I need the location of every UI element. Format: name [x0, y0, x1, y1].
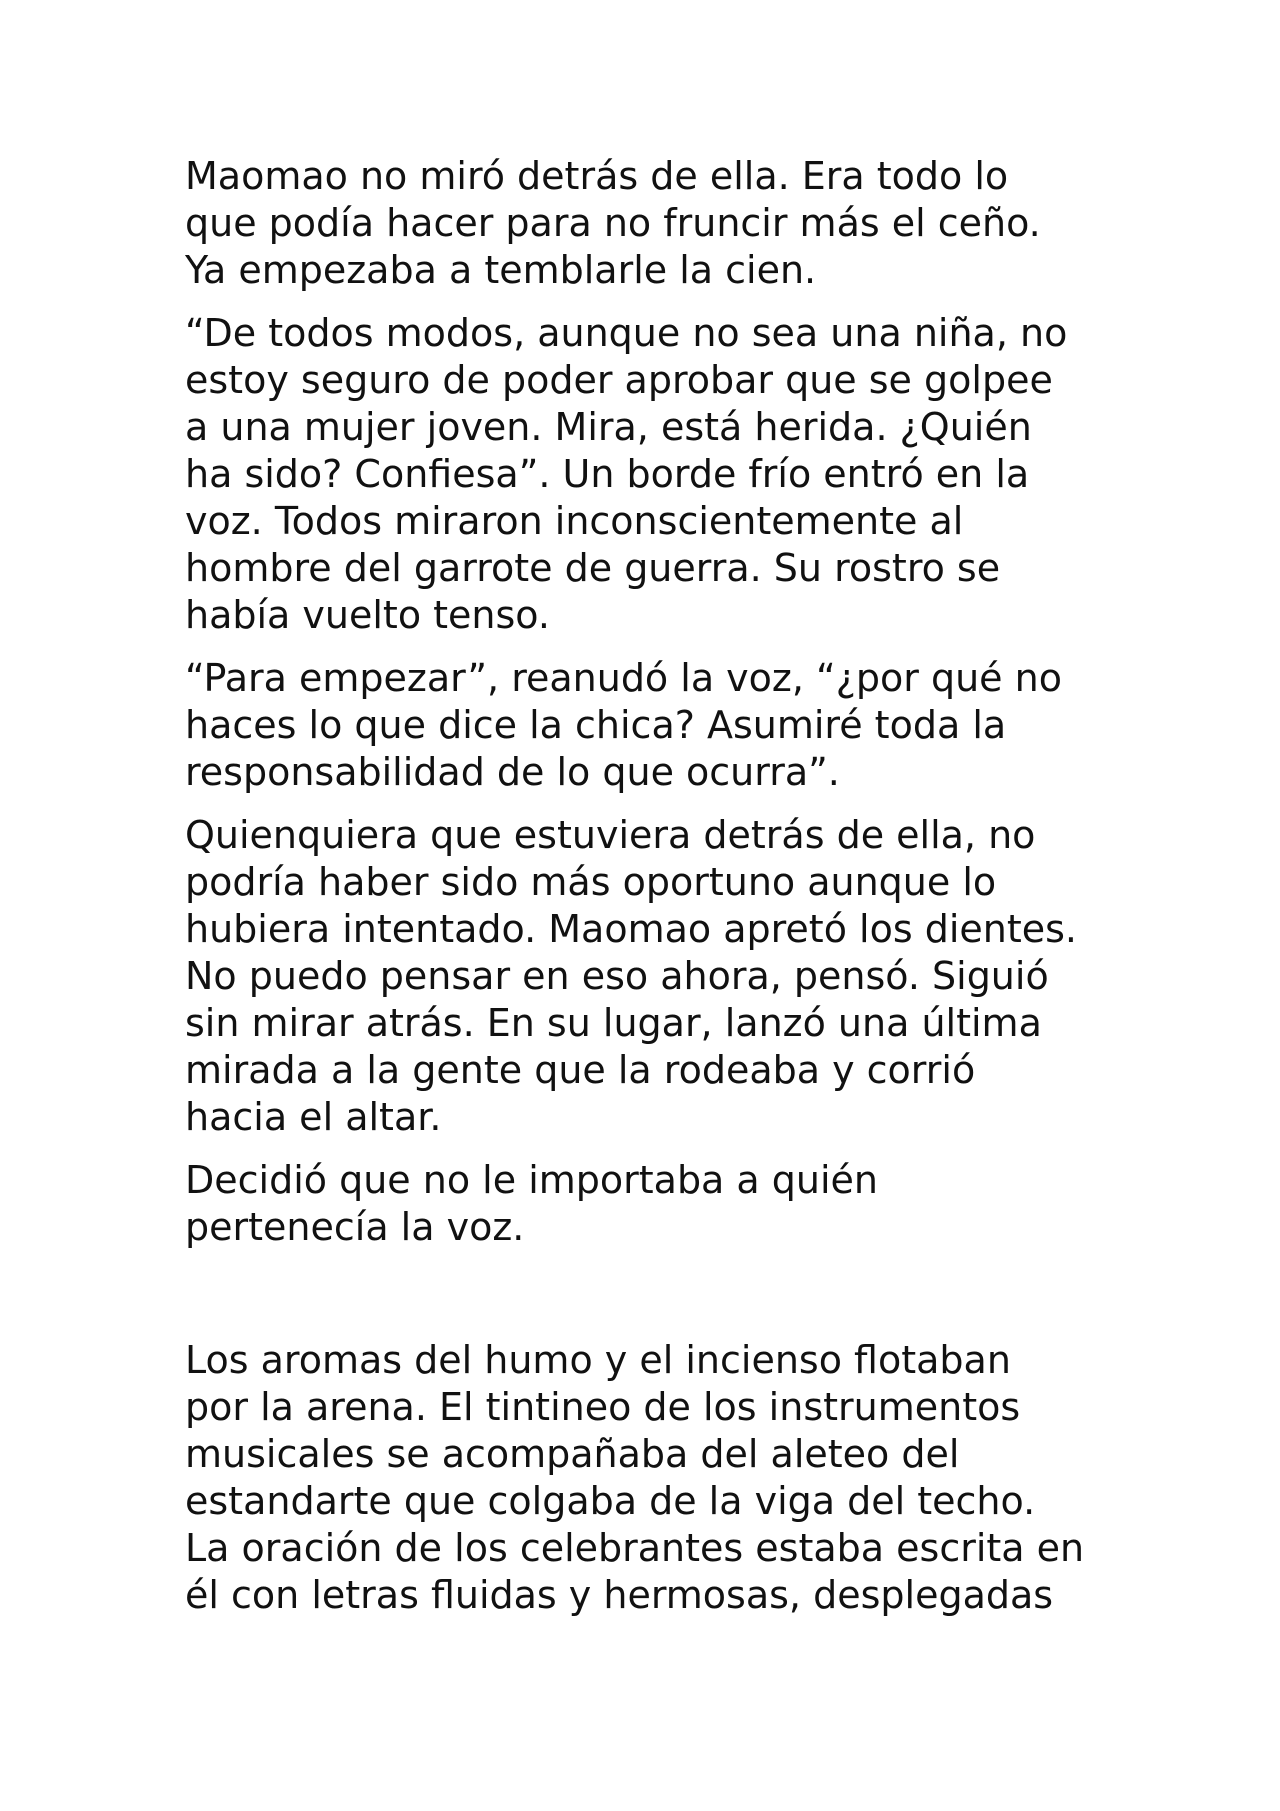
paragraph: Los aromas del humo y el incienso flotaban por la arena. El tintineo de los instrumentos musicales se acompañaba del aleteo del estandarte que colgaba de la viga del techo. La oración de los celebrantes estaba escrita en él con letras fluidas y hermosas, desplegadas — [185, 1338, 1085, 1617]
paragraph: Quienquiera que estuviera detrás de ella, no podría haber sido más oportuno aunque lo hubiera intentado. Maomao apretó los dientes. No puedo pensar en eso ahora, pensó. Siguió sin mirar atrás. En su lugar, lanzó una última mirada a la gente que la rodeaba y corrió hacia el altar. — [185, 813, 1077, 1139]
paragraph: “De todos modos, aunque no sea una niña, no estoy seguro de poder aprobar que se golpee a una mujer joven. Mira, está herida. ¿Quién ha sido? Confiesa”. Un borde frío entró en la voz. Todos miraron inconscientemente al hombre del garrote de guerra. Su rostro se había vuelto tenso. — [185, 311, 1068, 637]
body-text — [185, 153, 1135, 1635]
paragraph: Maomao no miró detrás de ella. Era todo lo que podía hacer para no fruncir más el ceño. Ya empezaba a temblarle la cien. — [185, 154, 1041, 292]
section-break — [185, 1267, 1135, 1337]
paragraph: “Para empezar”, reanudó la voz, “¿por qué no haces lo que dice la chica? Asumiré toda la responsabilidad de lo que ocurra”. — [185, 656, 1062, 794]
paragraph: Decidió que no le importaba a quién pertenecía la voz. — [185, 1158, 879, 1249]
